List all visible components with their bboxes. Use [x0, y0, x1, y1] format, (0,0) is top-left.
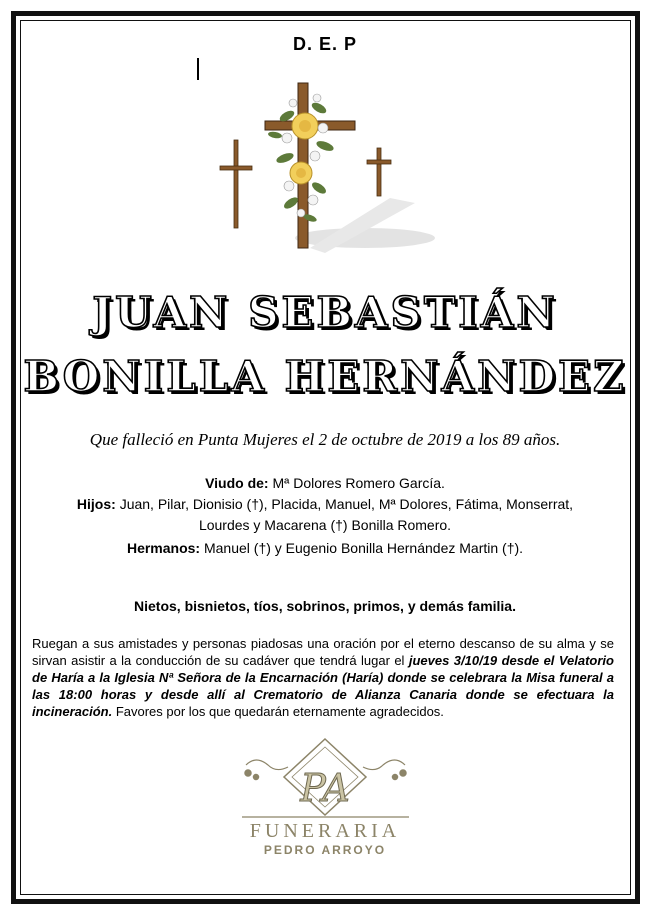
extended-family-line: Nietos, bisnietos, tíos, sobrinos, primos, y demás familia. — [134, 598, 516, 614]
rose-icon — [290, 162, 312, 184]
deceased-name-line-2: BONILLA HERNÁNDEZ — [23, 352, 627, 401]
widower-line — [0, 473, 650, 494]
dep-heading: D. E. P — [292, 34, 357, 54]
logo-name-line-2: PEDRO ARROYO — [263, 843, 387, 857]
deceased-name-line-1: JUAN SEBASTIÁN — [92, 288, 558, 337]
children-line — [20, 494, 630, 536]
right-cross-icon — [367, 148, 391, 196]
siblings-line — [0, 538, 650, 559]
siblings-label: Hermanos: — [126, 540, 201, 556]
children-text-continued: Lourdes y Macarena (†) Bonilla Romero. — [198, 517, 452, 533]
rose-icon — [292, 113, 318, 139]
children-text: Juan, Pilar, Dionisio (†), Placida, Manuel, Mª Dolores, Fátima, Monserrat, — [115, 496, 574, 512]
request-details: jueves 3/10/19 desde el Velatorio de Haría a la Iglesia Nª Señora de la Encarnación (Haría) donde se celebrara la Misa funeral a las 18:00 horas y desde allí al Crematorio de Alianza Canaria donde se efectuara la incineración. — [32, 653, 614, 719]
siblings-text: Manuel (†) y Eugenio Bonilla Hernández Martin (†). — [200, 540, 524, 556]
widower-text: Mª Dolores Romero García. — [268, 475, 445, 491]
left-cross-icon — [220, 140, 252, 228]
request-intro: Ruegan a sus amistades y personas piadosas una oración por el eterno descanso de su alma y se sirvan asistir a la conducción de su cadáver que tendrá lugar el — [32, 636, 614, 668]
request-closing: Favores por los que quedarán eternamente agradecidos. — [112, 704, 444, 719]
main-cross-icon — [265, 83, 355, 248]
children-label: Hijos: — [76, 496, 116, 512]
text-cursor — [197, 58, 199, 80]
crosses-with-roses-image — [215, 78, 435, 258]
funeral-request-paragraph — [32, 635, 614, 720]
widower-label: Viudo de: — [205, 475, 269, 491]
logo-name-line-1: FUNERARIA — [249, 820, 401, 842]
death-notice: Que falleció en Punta Mujeres el 2 de octubre de 2019 a los 89 años. — [89, 430, 561, 449]
logo-monogram: PA — [300, 766, 350, 810]
funeraria-pedro-arroyo-logo — [238, 735, 413, 860]
